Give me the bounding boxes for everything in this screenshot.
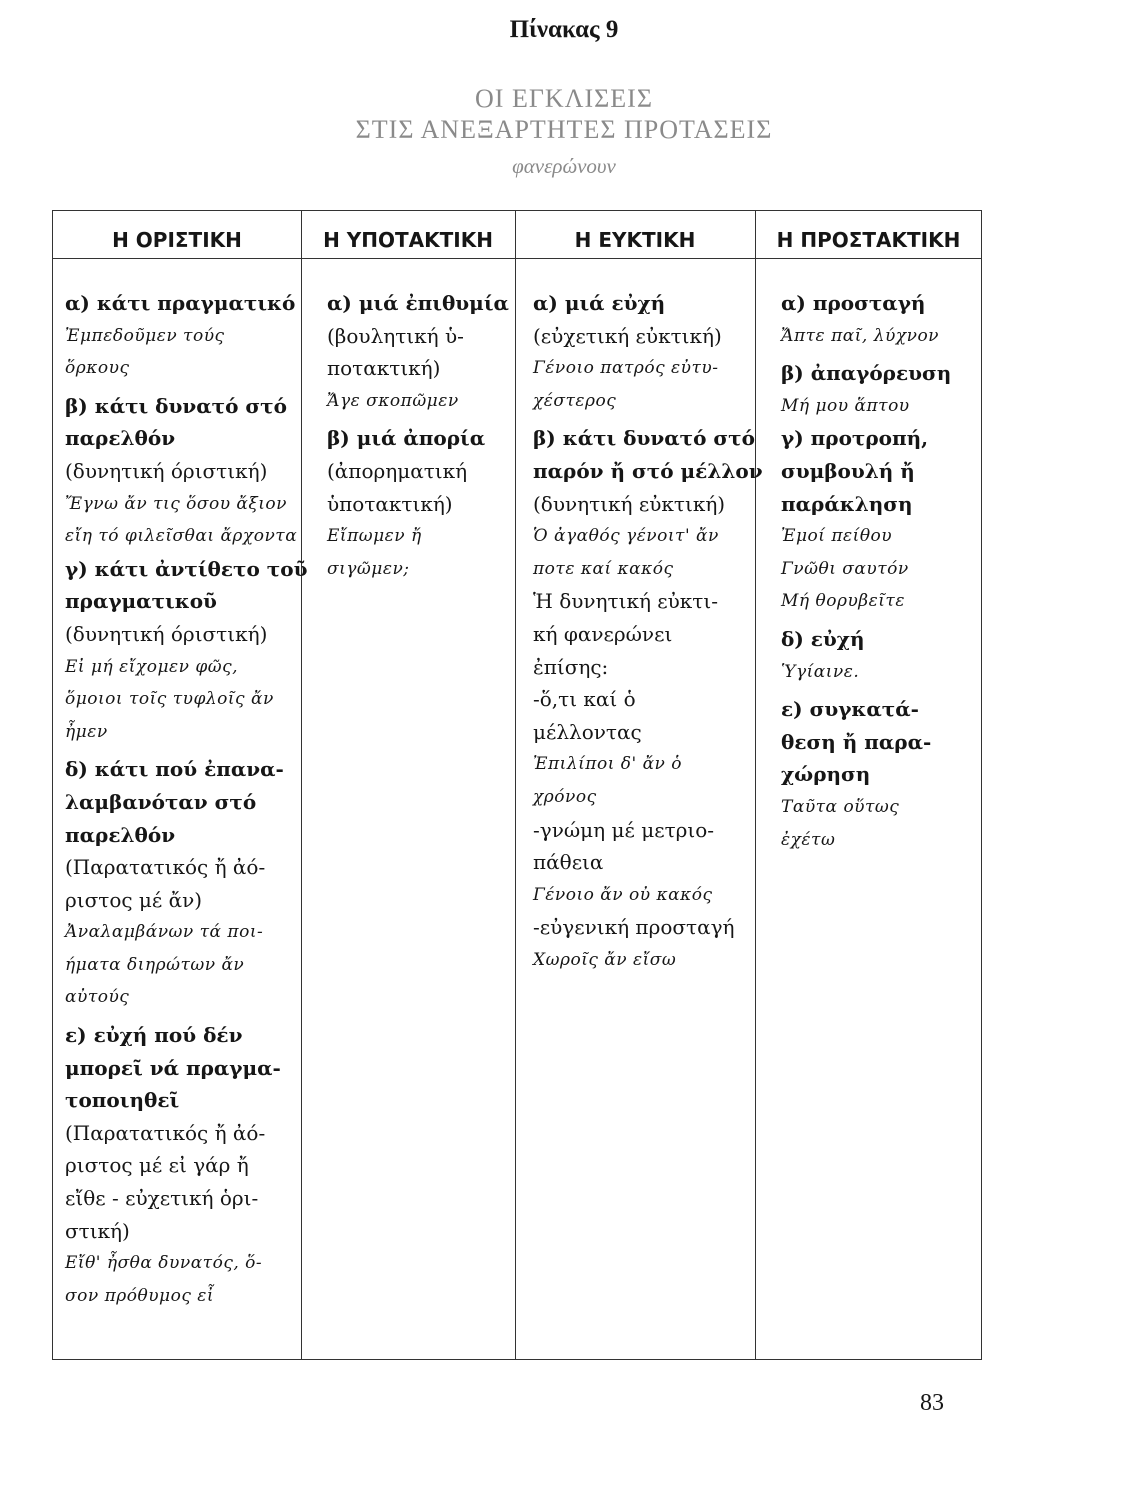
table-cell-line: Γνῶθι σαυτόν bbox=[781, 558, 909, 579]
column-imperative bbox=[781, 287, 979, 856]
table-cell-line: δ) κάτι πού ἐπανα- bbox=[65, 757, 284, 782]
table-cell-line: (δυνητική όριστική) bbox=[65, 458, 268, 483]
table-cell-line: -ὅ,τι καί ὁ bbox=[533, 687, 636, 712]
table-cell-line: ε) εὐχή πού δέν bbox=[65, 1023, 243, 1048]
table-cell-line: Ταῦτα οὕτως bbox=[781, 796, 900, 817]
table-cell-line: Ὁ ἀγαθός γένοιτ' ἄν bbox=[533, 526, 719, 547]
table-cell-line: Ἐμοί πείθου bbox=[781, 526, 893, 547]
table-cell-line: θεση ἤ παρα- bbox=[781, 729, 932, 754]
table-cell-line: σιγῶμεν; bbox=[327, 558, 410, 579]
table-cell-line: εἴθε - εὐχετική ὁρι- bbox=[65, 1186, 259, 1211]
table-cell-line: ποτακτική) bbox=[327, 356, 441, 381]
table-cell-line: Ἐπιλίποι δ' ἄν ὁ bbox=[533, 754, 683, 775]
table-cell-line: ριστος μέ εἰ γάρ ἤ bbox=[65, 1153, 249, 1178]
table-cell-line: ήματα διηρώτων ἄν bbox=[65, 954, 245, 975]
column-indicative bbox=[65, 287, 308, 1312]
table-cell-line: Εἰ μή εἴχομεν φῶς, bbox=[65, 656, 239, 677]
header-imperative: Η ΠΡΟΣΤΑΚΤΙΚΗ bbox=[755, 221, 982, 259]
table-cell-line: χρόνος bbox=[533, 786, 597, 807]
table-cell-line: χώρηση bbox=[781, 762, 871, 787]
table-cell-line: μέλλοντας bbox=[533, 719, 642, 744]
header-subjunctive: Η ΥΠΟΤΑΚΤΙΚΗ bbox=[301, 221, 515, 259]
table-cell-line: ἐχέτω bbox=[781, 829, 836, 850]
table-cell-line: Γένοιο πατρός εὐτυ- bbox=[533, 358, 719, 379]
table-cell-line: β) κάτι δυνατό στό bbox=[65, 393, 287, 418]
table-cell-line: β) μιά ἀπορία bbox=[327, 426, 486, 451]
table-cell-line: ριστος μέ ἄν) bbox=[65, 887, 203, 912]
table-cell-line: ὑποτακτική) bbox=[327, 491, 453, 516]
table-cell-line: πάθεια bbox=[533, 850, 604, 875]
table-cell-line: χέστερος bbox=[533, 390, 617, 411]
column-divider bbox=[755, 211, 756, 1359]
table-cell-line: ἦμεν bbox=[65, 721, 108, 742]
title-line-2: ΣΤΙΣ ΑΝΕΞΑΡΤΗΤΕΣ ΠΡΟΤΑΣΕΙΣ bbox=[355, 115, 773, 144]
table-cell-line: γ) προτροπή, bbox=[781, 426, 929, 451]
table-cell-line: Γένοιο ἄν οὐ κακός bbox=[533, 884, 713, 905]
page-number: 83 bbox=[920, 1390, 944, 1416]
table-cell-line: (εὐχετική εὐκτική) bbox=[533, 323, 722, 348]
table-cell-line: παράκληση bbox=[781, 491, 913, 516]
table-cell-line: β) κάτι δυνατό στό bbox=[533, 426, 755, 451]
table-cell-line: λαμβανόταν στό bbox=[65, 789, 257, 814]
table-cell-line: παρόν ἤ στό μέλλον bbox=[533, 458, 763, 483]
table-cell-line: πραγματικοῦ bbox=[65, 589, 217, 614]
table-cell-line: δ) εὐχή bbox=[781, 626, 865, 651]
table-cell-line: ὅρκους bbox=[65, 358, 130, 379]
table-cell-line: (Παρατατικός ἤ ἀό- bbox=[65, 1120, 266, 1145]
title-subtitle: φανερώνουν bbox=[512, 154, 616, 178]
title-line-1: ΟΙ ΕΓΚΛΙΣΕΙΣ bbox=[475, 84, 653, 113]
table-cell-line: σον πρόθυμος εἶ bbox=[65, 1285, 215, 1306]
table-cell-line: αὐτούς bbox=[65, 987, 130, 1008]
table-cell-line: -γνώμη μέ μετριο- bbox=[533, 817, 715, 842]
moods-table bbox=[52, 210, 982, 1360]
table-cell-line: ποτε καί κακός bbox=[533, 558, 674, 579]
table-cell-line: (δυνητική εὐκτική) bbox=[533, 491, 726, 516]
table-cell-line: Ὑγίαινε. bbox=[781, 661, 860, 682]
table-cell-line: ἐπίσης: bbox=[533, 654, 609, 679]
table-cell-line: α) κάτι πραγματικό bbox=[65, 291, 296, 315]
column-divider bbox=[515, 211, 516, 1359]
table-cell-line: Εἴθ' ἦσθα δυνατός, ὅ- bbox=[65, 1253, 263, 1274]
table-cell-line: παρελθόν bbox=[65, 822, 176, 847]
table-cell-line: Εἴπωμεν ἤ bbox=[327, 526, 422, 547]
table-cell-line: Ἔγνω ἄν τις ὅσου ἄξιον bbox=[65, 493, 288, 514]
header-indicative: Η ΟΡΙΣΤΙΚΗ bbox=[53, 221, 301, 259]
table-cell-line: κή φανερώνει bbox=[533, 621, 673, 646]
header-optative: Η ΕΥΚΤΙΚΗ bbox=[515, 221, 755, 259]
table-cell-line: ε) συγκατά- bbox=[781, 697, 919, 722]
table-cell-line: μπορεῖ νά πραγμα- bbox=[65, 1055, 281, 1080]
table-cell-line: α) μιά εὐχή bbox=[533, 291, 666, 315]
table-cell-line: συμβουλή ἤ bbox=[781, 458, 915, 483]
table-cell-line: (ἀπορηματική bbox=[327, 458, 468, 483]
table-cell-line: ὅμοιοι τοῖς τυφλοῖς ἄν bbox=[65, 689, 274, 710]
table-cell-line: Ἄγε σκοπῶμεν bbox=[327, 390, 459, 411]
table-cell-line: Μή μου ἅπτου bbox=[781, 395, 910, 416]
title-block bbox=[0, 84, 1128, 179]
table-cell-line: Μή θορυβεῖτε bbox=[781, 591, 905, 612]
table-cell-line: (Παρατατικός ἤ ἀό- bbox=[65, 855, 266, 880]
table-cell-line: Ἐμπεδοῦμεν τούς bbox=[65, 325, 225, 346]
column-divider bbox=[301, 211, 302, 1359]
table-cell-line: στική) bbox=[65, 1218, 130, 1243]
table-cell-line: -εὐγενική προσταγή bbox=[533, 915, 735, 940]
column-subjunctive bbox=[327, 287, 513, 585]
table-cell-line: παρελθόν bbox=[65, 426, 176, 451]
table-cell-line: β) ἀπαγόρευση bbox=[781, 361, 952, 386]
table-cell-line: Χωροῖς ἄν εἴσω bbox=[533, 949, 677, 970]
table-cell-line: Ἄπτε παῖ, λύχνον bbox=[781, 325, 940, 346]
table-cell-line: α) προσταγή bbox=[781, 291, 926, 315]
table-label: Πίνακας 9 bbox=[509, 16, 619, 43]
table-cell-line: γ) κάτι ἀντίθετο τοῦ bbox=[65, 556, 308, 581]
table-cell-line: τοποιηθεῖ bbox=[65, 1088, 180, 1113]
table-cell-line: Ἡ δυνητική εὐκτι- bbox=[533, 589, 718, 614]
table-cell-line: α) μιά ἐπιθυμία bbox=[327, 291, 509, 315]
table-cell-line: (βουλητική ὑ- bbox=[327, 323, 464, 348]
column-optative bbox=[533, 287, 763, 976]
table-cell-line: εἴη τό φιλεῖσθαι ἄρχοντα bbox=[65, 526, 298, 547]
table-cell-line: Ἀναλαμβάνων τά ποι- bbox=[65, 922, 264, 943]
table-cell-line: (δυνητική όριστική) bbox=[65, 621, 268, 646]
